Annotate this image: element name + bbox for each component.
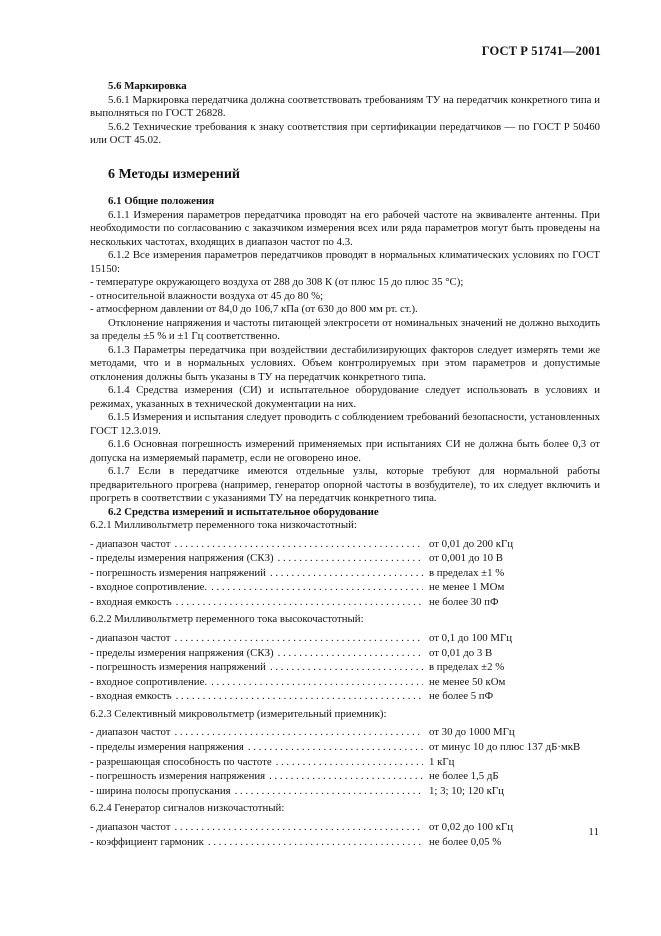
spec-row (90, 741, 600, 756)
spec-row (90, 770, 600, 785)
spec-parameter (90, 567, 423, 581)
spec-row (90, 836, 600, 851)
instrument-block (90, 519, 600, 610)
spec-parameter-label: - ширина полосы пропускания (90, 784, 231, 797)
spec-rows (90, 632, 600, 705)
spec-row (90, 632, 600, 647)
spec-value: 1 кГц (429, 755, 455, 768)
spec-row (90, 785, 600, 800)
subsection-heading-6-1: 6.1 Общие положения (108, 195, 215, 207)
spec-value: от 30 до 1000 МГц (429, 726, 515, 739)
spec-value: не более 1,5 дБ (429, 770, 499, 783)
spec-parameter (90, 770, 423, 784)
spec-value: в пределах ±1 % (429, 566, 505, 579)
document-body (90, 80, 600, 853)
spec-parameter-label: - входная емкость (90, 595, 172, 608)
paragraph-6-1-6: 6.1.6 Основная погрешность измерений применяемых при испытаниях СИ не должна быть более 0,3 от допуска на измеряемый параметр, если не оговорено иное. (90, 438, 600, 464)
paragraph-5-6-2: 5.6.2 Технические требования к знаку соответствия при сертификации передатчиков — по ГОСТ Р 50460 или ОСТ 45.02. (90, 120, 600, 146)
spec-row (90, 821, 600, 836)
spec-rows (90, 726, 600, 799)
spec-parameter (90, 741, 423, 755)
instrument-block (90, 708, 600, 799)
section-title-6: 6 Методы измерений (108, 166, 240, 182)
spec-parameter-label: - погрешность измерения напряжений (90, 661, 266, 674)
document-header: ГОСТ Р 51741—2001 (481, 44, 601, 58)
condition-humidity: - относительной влажности воздуха от 45 до 80 %; (90, 289, 324, 302)
spec-row (90, 596, 600, 611)
condition-temperature: - температуре окружающего воздуха от 288 до 308 К (от плюс 15 до плюс 35 °С); (90, 276, 464, 288)
spec-parameter-label: - пределы измерения напряжения (СКЗ) (90, 552, 274, 565)
spec-rows (90, 538, 600, 611)
paragraph-6-1-1: 6.1.1 Измерения параметров передатчика проводят на его рабочей частоте на эквиваленте антенны. При необходимости по согласованию с заказчиком измерения всех или ряда параметров могут быть проведены на нескольких частотах, входящих в диапазон частот по 4.3. (90, 208, 600, 248)
instrument-title: 6.2.2 Милливольтметр переменного тока высокочастотный: (90, 613, 364, 626)
spec-row (90, 581, 600, 596)
spec-value: от 0,1 до 100 МГц (429, 631, 512, 644)
paragraph-6-1-2-deviation: Отклонение напряжения и частоты питающей электросети от номинальных значений не должно выходить за пределы ±5 % и ±1 Гц соответственно. (90, 316, 600, 342)
paragraph-6-1-2: 6.1.2 Все измерения параметров передатчиков проводят в нормальных климатических условиях по ГОСТ 15150: (90, 249, 600, 275)
spec-row (90, 538, 600, 553)
spec-parameter (90, 632, 423, 646)
instrument-spec-list (90, 519, 600, 850)
instrument-block (90, 613, 600, 704)
spec-row (90, 690, 600, 705)
spec-parameter-label: - пределы измерения напряжения (90, 741, 244, 754)
spec-value: в пределах ±2 % (429, 661, 505, 674)
spec-parameter (90, 676, 423, 690)
instrument-title: 6.2.3 Селективный микровольтметр (измерительный приемник): (90, 707, 387, 720)
paragraph-6-1-7: 6.1.7 Если в передатчике имеются отдельные узлы, которые требуют для нормальной работы предварительного прогрева (например, генератор опорной частоты в возбудителе), то их следует включить и прогреть в соответствии с указаниями ТУ на передатчик конкретного типа. (90, 465, 600, 504)
spec-value: от 0,01 до 200 кГц (429, 537, 514, 550)
spec-value: не более 30 пФ (429, 595, 499, 608)
spec-parameter (90, 821, 423, 835)
spec-value: 1; 3; 10; 120 кГц (429, 784, 504, 797)
spec-parameter (90, 538, 423, 552)
spec-parameter-label: - погрешность измерения напряжения (90, 770, 266, 783)
spec-parameter (90, 596, 423, 610)
paragraph-6-1-5: 6.1.5 Измерения и испытания следует проводить с соблюдением требований безопасности, установленных ГОСТ 12.3.019. (90, 411, 600, 437)
page-number: 11 (588, 826, 599, 838)
spec-value: от 0,001 до 10 В (429, 552, 503, 565)
spec-parameter-label: - коэффициент гармоник (90, 835, 204, 848)
paragraph-6-1-3: 6.1.3 Параметры передатчика при воздействии дестабилизирующих факторов следует измерять теми же методами, что и в нормальных условиях. Объем контролируемых при этом параметров и допустимые отклонения должны быть указаны в ТУ на передатчик конкретного типа. (90, 343, 600, 383)
spec-parameter (90, 581, 423, 595)
spec-row (90, 661, 600, 676)
spec-value: не более 5 пФ (429, 690, 494, 703)
spec-parameter (90, 661, 423, 675)
spec-parameter-label: - погрешность измерения напряжений (90, 566, 266, 579)
spec-parameter-label: - диапазон частот (90, 726, 171, 739)
spec-value: от 0,02 до 100 кГц (429, 820, 514, 833)
spec-parameter (90, 726, 423, 740)
spec-rows (90, 821, 600, 850)
spec-parameter-label: - разрешающая способность по частоте (90, 755, 272, 768)
spec-value: не менее 50 кОм (429, 675, 506, 688)
spec-parameter-label: - входная емкость (90, 690, 172, 703)
spec-parameter (90, 552, 423, 566)
instrument-title: 6.2.1 Милливольтметр переменного тока низкочастотный: (90, 519, 357, 531)
subsection-heading-5-6: 5.6 Маркировка (108, 80, 187, 92)
spec-parameter-label: - диапазон частот (90, 820, 171, 833)
spec-parameter (90, 690, 423, 704)
paragraph-5-6-1: 5.6.1 Маркировка передатчика должна соответствовать требованиям ТУ на передатчик конкретного типа и выполняться по ГОСТ 26828. (90, 93, 600, 119)
spec-row (90, 647, 600, 662)
spec-value: не более 0,05 % (429, 835, 502, 848)
spec-value: от минус 10 до плюс 137 дБ·мкВ (429, 741, 581, 754)
spec-row (90, 726, 600, 741)
subsection-heading-6-2: 6.2 Средства измерений и испытательное оборудование (108, 505, 379, 518)
spec-parameter (90, 785, 423, 799)
spec-row (90, 756, 600, 771)
spec-parameter-label: - входное сопротивление. (90, 675, 208, 688)
spec-value: от 0,01 до 3 В (429, 646, 493, 659)
paragraph-6-1-4: 6.1.4 Средства измерения (СИ) и испытательное оборудование следует использовать в условиях и режимах, указанных в технической документации на них. (90, 384, 600, 410)
condition-pressure: - атмосферном давлении от 84,0 до 106,7 кПа (от 630 до 800 мм рт. ст.). (90, 303, 418, 315)
spec-row (90, 567, 600, 582)
spec-parameter-label: - пределы измерения напряжения (СКЗ) (90, 646, 274, 659)
instrument-block (90, 802, 600, 850)
spec-parameter (90, 756, 423, 770)
spec-row (90, 552, 600, 567)
spec-parameter-label: - диапазон частот (90, 537, 171, 550)
spec-parameter-label: - входное сопротивление. (90, 581, 208, 594)
spec-parameter-label: - диапазон частот (90, 631, 171, 644)
spec-parameter (90, 647, 423, 661)
spec-row (90, 676, 600, 691)
spec-parameter (90, 836, 423, 850)
spec-value: не менее 1 МОм (429, 581, 505, 594)
instrument-title: 6.2.4 Генератор сигналов низкочастотный: (90, 802, 285, 815)
